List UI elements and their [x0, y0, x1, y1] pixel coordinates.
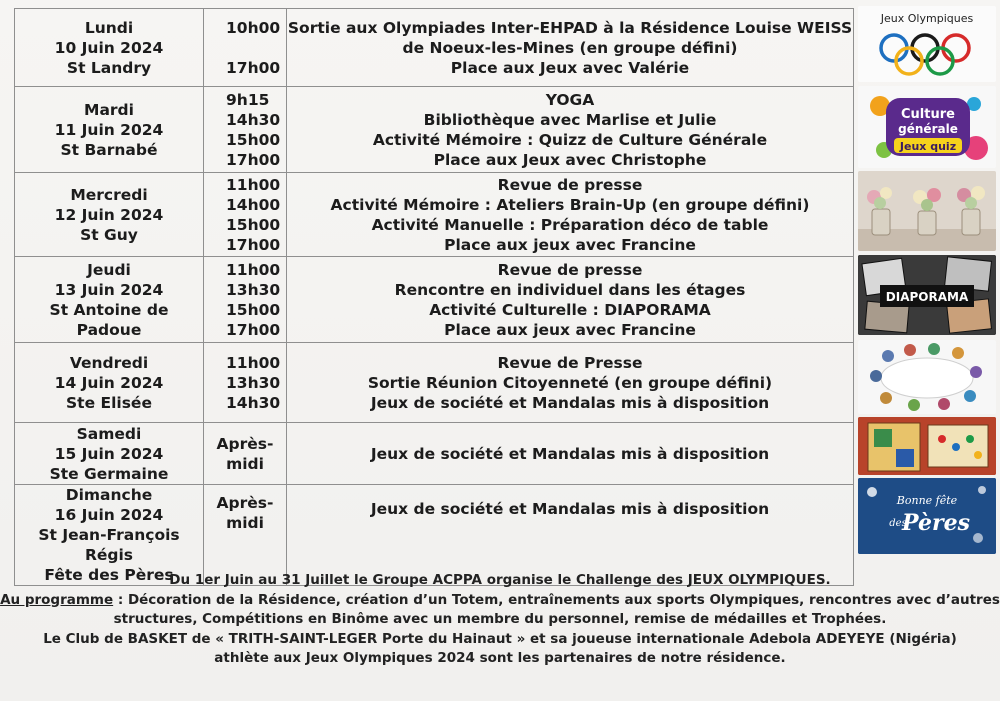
time-slot: 13h30 [226, 280, 281, 299]
activities-cell [287, 257, 854, 343]
time-slot: 17h00 [226, 320, 281, 339]
day-name: Vendredi [69, 353, 149, 372]
quiz-image [858, 86, 996, 168]
day-date: 13 Juin 2024 [54, 280, 164, 299]
board-games-image [858, 417, 996, 475]
footer-line: structures, Compétitions en Binôme avec un membre du personnel, remise de médailles et Trophées. [113, 611, 887, 627]
day-name: Mercredi [70, 185, 148, 204]
day-saint: St Jean-François Régis [38, 526, 180, 564]
time-slot: 13h30 [226, 373, 281, 392]
activities-cell [287, 343, 854, 423]
activity-line: Sortie Réunion Citoyenneté (en groupe défini) [367, 373, 773, 392]
times-cell [204, 9, 287, 87]
time-slot: 9h15 [226, 90, 270, 109]
day-saint: St Landry [66, 58, 152, 77]
day-date: 15 Juin 2024 [54, 444, 164, 463]
fathers-day-line2: des [889, 518, 907, 529]
activity-line: Place aux jeux avec Francine [444, 320, 696, 339]
times-cell [204, 343, 287, 423]
time-slot: 17h00 [226, 235, 281, 254]
day-cell [15, 87, 204, 173]
time-slot: 11h00 [226, 353, 281, 372]
time-slot: 17h00 [226, 150, 281, 169]
diaporama-label: DIAPORAMA [885, 290, 969, 304]
table-row [15, 87, 854, 173]
activity-line: Place aux jeux avec Francine [444, 235, 696, 254]
footer-notice [0, 571, 1000, 669]
activity-line: Revue de Presse [497, 353, 643, 372]
time-slot: Après- [216, 434, 274, 453]
meeting-image [858, 340, 996, 414]
activity-line: Rencontre en individuel dans les étages [394, 280, 746, 299]
time-slot: 15h00 [226, 130, 281, 149]
day-cell [15, 173, 204, 257]
day-cell [15, 343, 204, 423]
time-slot: 11h00 [226, 175, 281, 194]
times-cell [204, 423, 287, 485]
day-date: 10 Juin 2024 [54, 38, 164, 57]
time-slot: 14h00 [226, 195, 281, 214]
day-name: Lundi [84, 18, 134, 37]
fathers-day-image [858, 478, 996, 554]
quiz-title-line1: Culture [901, 107, 955, 122]
day-date: 14 Juin 2024 [54, 373, 164, 392]
day-saint: Ste Elisée [66, 393, 152, 412]
table-row [15, 173, 854, 257]
times-cell [204, 257, 287, 343]
day-name: Mardi [84, 100, 134, 119]
day-date: 12 Juin 2024 [54, 205, 164, 224]
table-decoration-image [858, 171, 996, 251]
activity-line: Place aux Jeux avec Valérie [450, 58, 690, 77]
footer-line: Le Club de BASKET de « TRITH-SAINT-LEGER Porte du Hainaut » et sa joueuse internationale Adebola ADEYEYE (Nigéria) [43, 630, 957, 647]
time-slot: midi [226, 514, 264, 532]
activities-cell [287, 87, 854, 173]
table-row [15, 9, 854, 87]
table-row [15, 257, 854, 343]
illustrations-column [854, 4, 1000, 564]
activity-line: Activité Mémoire : Quizz de Culture Générale [372, 130, 768, 149]
weekly-schedule-table [14, 8, 854, 586]
activity-line: Place aux Jeux avec Christophe [433, 150, 707, 169]
fathers-day-line1: Bonne fête [896, 494, 958, 507]
activity-line: Sortie aux Olympiades Inter-EHPAD à la Résidence Louise WEISS [287, 18, 853, 37]
time-slot: 11h00 [226, 260, 281, 279]
activity-line: Jeux de société et Mandalas mis à disposition [370, 500, 770, 518]
olympics-caption: Jeux Olympiques [880, 12, 974, 25]
time-slot: midi [226, 454, 264, 473]
time-slot: 17h00 [226, 58, 281, 77]
times-cell [204, 173, 287, 257]
activity-line: Jeux de société et Mandalas mis à disposition [370, 444, 770, 463]
fathers-day-line3: Pères [902, 510, 970, 536]
time-slot: 15h00 [226, 215, 281, 234]
time-slot-empty [204, 38, 286, 58]
day-cell [15, 423, 204, 485]
activity-line: Activité Culturelle : DIAPORAMA [429, 300, 711, 319]
time-slot: Après- [216, 494, 274, 512]
time-slot: 14h30 [226, 110, 281, 129]
day-cell [15, 9, 204, 87]
quiz-title-line2: générale [898, 122, 958, 136]
day-name: Dimanche [65, 486, 153, 504]
activity-line: YOGA [545, 90, 595, 109]
activity-line: Revue de presse [497, 175, 643, 194]
program-text: : Décoration de la Résidence, création d’un Totem, entraînements aux sports Olympiques, rencontres avec d’autres [113, 591, 1000, 608]
activities-cell [287, 423, 854, 485]
table-row [15, 423, 854, 485]
footer-line: athlète aux Jeux Olympiques 2024 sont les partenaires de notre résidence. [214, 650, 786, 666]
footer-line [0, 591, 1000, 611]
activity-line: Activité Mémoire : Ateliers Brain-Up (en groupe défini) [330, 195, 810, 214]
diaporama-image [858, 255, 996, 335]
day-saint: St Guy [80, 225, 138, 244]
activities-cell [287, 173, 854, 257]
day-date: 11 Juin 2024 [54, 120, 164, 139]
table-row [15, 343, 854, 423]
time-slot: 10h00 [226, 18, 281, 37]
activity-line: Activité Manuelle : Préparation déco de table [371, 215, 769, 234]
activity-line: Bibliothèque avec Marlise et Julie [423, 110, 717, 129]
day-date: 16 Juin 2024 [54, 506, 164, 524]
activities-cell [287, 9, 854, 87]
times-cell [204, 87, 287, 173]
day-saint: St Barnabé [60, 140, 158, 159]
quiz-title-line3: Jeux quiz [899, 140, 957, 153]
time-slot: 15h00 [226, 300, 281, 319]
day-name: Samedi [76, 424, 142, 443]
footer-line: Du 1er Juin au 31 Juillet le Groupe ACPPA organise le Challenge des JEUX OLYMPIQUES. [169, 572, 831, 588]
olympic-rings-image [858, 6, 996, 82]
activity-line: Revue de presse [497, 260, 643, 279]
day-saint: Ste Germaine [49, 464, 169, 483]
day-cell [15, 257, 204, 343]
day-event: Fête des Pères [44, 566, 174, 584]
activity-line: de Noeux-les-Mines (en groupe défini) [402, 38, 738, 57]
program-label: Au programme [0, 591, 114, 608]
day-saint: St Antoine de Padoue [49, 300, 169, 339]
activity-line: Jeux de société et Mandalas mis à disposition [370, 393, 770, 412]
time-slot: 14h30 [226, 393, 281, 412]
day-name: Jeudi [87, 260, 131, 279]
